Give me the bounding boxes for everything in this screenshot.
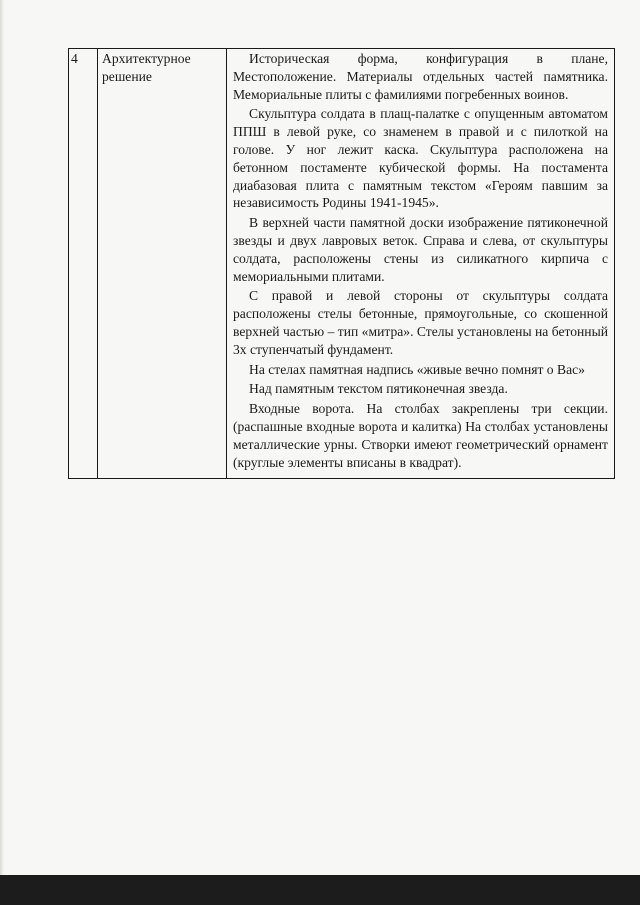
- scan-bottom-band: [0, 875, 640, 905]
- row-name-cell: Архитектурное решение: [98, 49, 227, 479]
- monument-description-table: [68, 48, 615, 479]
- description-paragraph: С правой и левой стороны от скульптуры солдата расположены стелы бетонные, прямоугольные, со скошенной верхней частью – тип «митра». Стелы установлены на бетонный 3х ступенчатый фундамент.: [233, 288, 608, 357]
- row-description-cell: [227, 49, 615, 479]
- description-paragraph: Над памятным текстом пятиконечная звезда.: [249, 381, 508, 397]
- description-paragraph: Историческая форма, конфигурация в плане, Местоположение. Материалы отдельных частей памятника. Мемориальные плиты с фамилиями погребенных воинов.: [233, 51, 608, 102]
- description-paragraph: Входные ворота. На столбах закреплены три секции. (распашные входные ворота и калитка) На столбах установлены металлические урны. Створки имеют геометрический орнамент (круглые элементы вписаны в квадрат).: [233, 401, 608, 470]
- row-number-cell: 4: [69, 49, 98, 479]
- description-paragraph: В верхней части памятной доски изображение пятиконечной звезды и двух лавровых веток. Справа и слева, от скульптуры солдата, расположены стены из силикатного кирпича с мемориальными плитами.: [233, 215, 608, 284]
- scan-page-edge: [0, 0, 4, 875]
- table-row: [69, 49, 615, 479]
- description-paragraph: Скульптура солдата в плащ-палатке с опущенным автоматом ППШ в левой руке, со знаменем в правой и с пилоткой на голове. У ног лежит каска. Скульптура расположена на бетонном постаменте кубической формы. На постамента диабазовая плита с памятным текстом «Героям павшим за независимость Родины 1941-1945».: [233, 106, 608, 211]
- description-paragraph: На стелах памятная надпись «живые вечно помнят о Вас»: [249, 361, 585, 377]
